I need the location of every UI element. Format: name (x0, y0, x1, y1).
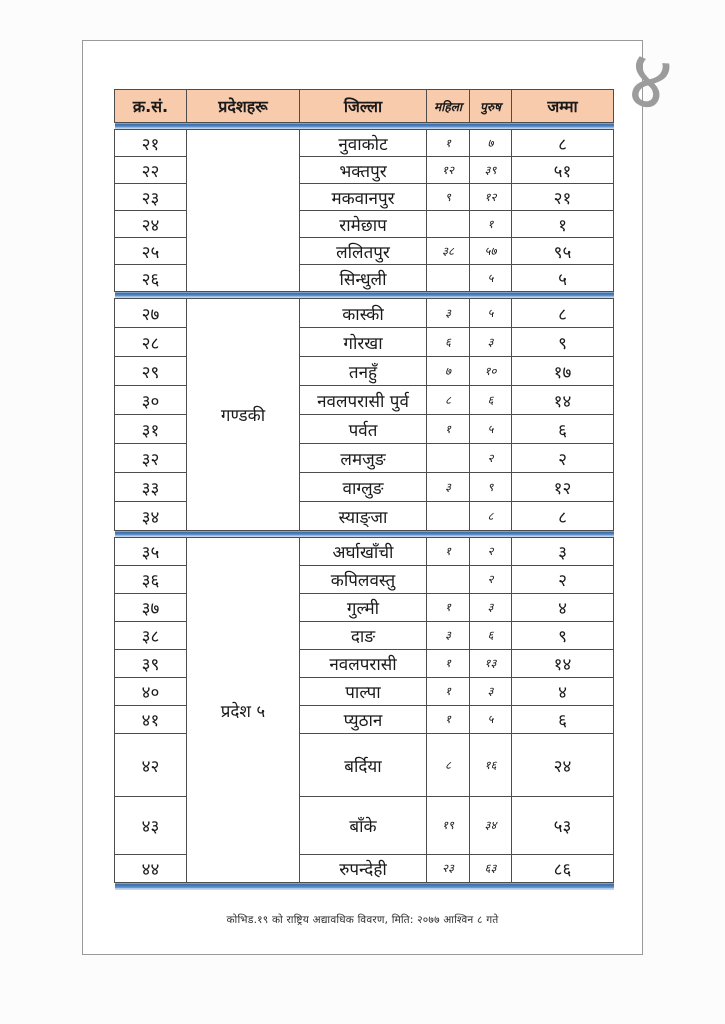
page-footer-caption: कोभिड.१९ को राष्ट्रिय अद्यावधिक विवरण, मिति: २०७७ आश्विन ८ गते (226, 914, 499, 926)
cell-district: दाङ (300, 622, 427, 650)
cell-total: १२ (512, 473, 614, 502)
cell-female: ७ (427, 357, 470, 386)
cell-sn: २८ (115, 328, 187, 357)
cell-sn: ३२ (115, 444, 187, 473)
cell-total: २१ (512, 184, 614, 211)
cell-total: ४ (512, 678, 614, 706)
cell-district: स्याङ्जा (300, 502, 427, 531)
cell-province (187, 130, 300, 292)
cell-total: ८ (512, 299, 614, 328)
cell-total: ६ (512, 706, 614, 734)
cell-female: १ (427, 538, 470, 566)
cell-sn: ३३ (115, 473, 187, 502)
header-total: जम्मा (512, 90, 614, 123)
cell-sn: ३९ (115, 650, 187, 678)
cell-sn: ४२ (115, 734, 187, 797)
cell-sn: ४४ (115, 855, 187, 883)
cell-male: १२ (470, 184, 512, 211)
cell-female: ३ (427, 473, 470, 502)
cell-district: वाग्लुङ (300, 473, 427, 502)
cell-male: २ (470, 444, 512, 473)
cell-sn: ४३ (115, 797, 187, 855)
cell-district: लमजुङ (300, 444, 427, 473)
cell-total: ५३ (512, 797, 614, 855)
header-row (115, 90, 614, 123)
cell-district: गोरखा (300, 328, 427, 357)
cell-male: ३४ (470, 797, 512, 855)
cell-female: १९ (427, 797, 470, 855)
cell-sn: ३१ (115, 415, 187, 444)
cell-male: १० (470, 357, 512, 386)
cell-sn: ४० (115, 678, 187, 706)
cell-sn: २१ (115, 130, 187, 157)
cell-district: रुपन्देही (300, 855, 427, 883)
cell-female: ९ (427, 184, 470, 211)
cell-sn: २६ (115, 265, 187, 292)
cell-female (427, 502, 470, 531)
cell-total: ४ (512, 594, 614, 622)
cell-male: ७ (470, 130, 512, 157)
cell-district: तनहुँ (300, 357, 427, 386)
cell-total: १७ (512, 357, 614, 386)
cell-male: २ (470, 566, 512, 594)
cell-male: ३ (470, 678, 512, 706)
table-body (115, 123, 614, 890)
cell-district: अर्घाखाँची (300, 538, 427, 566)
cell-sn: २७ (115, 299, 187, 328)
cell-total: ९ (512, 622, 614, 650)
cell-female: ३ (427, 622, 470, 650)
cell-total: २ (512, 444, 614, 473)
cell-female: ८ (427, 734, 470, 797)
table-row (115, 130, 614, 157)
cell-total: १ (512, 211, 614, 238)
cell-total: ८ (512, 130, 614, 157)
header-province: प्रदेशहरू (187, 90, 300, 123)
header-male: पुरुष (470, 90, 512, 123)
cell-total: ८६ (512, 855, 614, 883)
cell-total: ६ (512, 415, 614, 444)
cell-male: १३ (470, 650, 512, 678)
cell-sn: ३५ (115, 538, 187, 566)
cell-female: १ (427, 130, 470, 157)
cell-total: ९ (512, 328, 614, 357)
cell-male: ९ (470, 473, 512, 502)
table-header (115, 90, 614, 123)
cell-female: १ (427, 678, 470, 706)
group-separator-band (115, 883, 614, 890)
table-row (115, 299, 614, 328)
cell-male: ३ (470, 328, 512, 357)
cell-district: भक्तपुर (300, 157, 427, 184)
cell-sn: २५ (115, 238, 187, 265)
cell-sn: ३७ (115, 594, 187, 622)
cell-province: गण्डकी (187, 299, 300, 531)
header-female: महिला (427, 90, 470, 123)
cell-district: कास्की (300, 299, 427, 328)
table-row (115, 538, 614, 566)
cell-female: ३८ (427, 238, 470, 265)
cell-female: १ (427, 706, 470, 734)
cell-female (427, 265, 470, 292)
cell-province: प्रदेश ५ (187, 538, 300, 883)
cell-district: नवलपरासी पुर्व (300, 386, 427, 415)
cell-district: रामेछाप (300, 211, 427, 238)
cell-district: पाल्पा (300, 678, 427, 706)
cell-district: प्युठान (300, 706, 427, 734)
cell-female (427, 211, 470, 238)
cell-male: ३९ (470, 157, 512, 184)
group-separator (115, 883, 614, 890)
cell-total: १४ (512, 650, 614, 678)
cell-male: २ (470, 538, 512, 566)
group-separator-band (115, 292, 614, 299)
group-separator (115, 123, 614, 130)
cell-sn: ३० (115, 386, 187, 415)
group-separator-band (115, 123, 614, 130)
cell-male: ६ (470, 386, 512, 415)
cell-male: ३ (470, 594, 512, 622)
cell-district: मकवानपुर (300, 184, 427, 211)
document-page (82, 40, 643, 955)
cell-total: २४ (512, 734, 614, 797)
cell-sn: २९ (115, 357, 187, 386)
cell-male: ८ (470, 502, 512, 531)
cell-male: ५ (470, 265, 512, 292)
group-separator (115, 531, 614, 538)
cell-district: कपिलवस्तु (300, 566, 427, 594)
cell-male: ५ (470, 299, 512, 328)
cell-district: ललितपुर (300, 238, 427, 265)
cell-female (427, 444, 470, 473)
cell-male: ६३ (470, 855, 512, 883)
cell-male: ५७ (470, 238, 512, 265)
cell-female: २३ (427, 855, 470, 883)
cell-male: ५ (470, 415, 512, 444)
cell-district: गुल्मी (300, 594, 427, 622)
cell-sn: ४१ (115, 706, 187, 734)
covid-district-table (114, 89, 614, 890)
header-district: जिल्ला (300, 90, 427, 123)
group-separator-band (115, 531, 614, 538)
cell-male: १ (470, 211, 512, 238)
cell-male: १६ (470, 734, 512, 797)
cell-total: ५ (512, 265, 614, 292)
cell-total: १४ (512, 386, 614, 415)
cell-male: ५ (470, 706, 512, 734)
cell-total: २ (512, 566, 614, 594)
group-separator (115, 292, 614, 299)
cell-sn: २३ (115, 184, 187, 211)
cell-district: पर्वत (300, 415, 427, 444)
cell-female: १२ (427, 157, 470, 184)
header-sn: क्र.सं. (115, 90, 187, 123)
cell-total: ९५ (512, 238, 614, 265)
watermark-glyph: ४ (617, 31, 681, 132)
cell-total: ५१ (512, 157, 614, 184)
cell-district: सिन्धुली (300, 265, 427, 292)
cell-male: ६ (470, 622, 512, 650)
cell-female: ६ (427, 328, 470, 357)
cell-female: ८ (427, 386, 470, 415)
cell-sn: ३६ (115, 566, 187, 594)
cell-total: ३ (512, 538, 614, 566)
cell-total: ८ (512, 502, 614, 531)
cell-female: १ (427, 594, 470, 622)
cell-district: नुवाकोट (300, 130, 427, 157)
cell-sn: ३८ (115, 622, 187, 650)
cell-district: नवलपरासी (300, 650, 427, 678)
cell-female: ३ (427, 299, 470, 328)
cell-female (427, 566, 470, 594)
cell-district: बाँके (300, 797, 427, 855)
cell-sn: ३४ (115, 502, 187, 531)
cell-sn: २२ (115, 157, 187, 184)
cell-district: बर्दिया (300, 734, 427, 797)
cell-female: १ (427, 415, 470, 444)
cell-sn: २४ (115, 211, 187, 238)
cell-female: १ (427, 650, 470, 678)
